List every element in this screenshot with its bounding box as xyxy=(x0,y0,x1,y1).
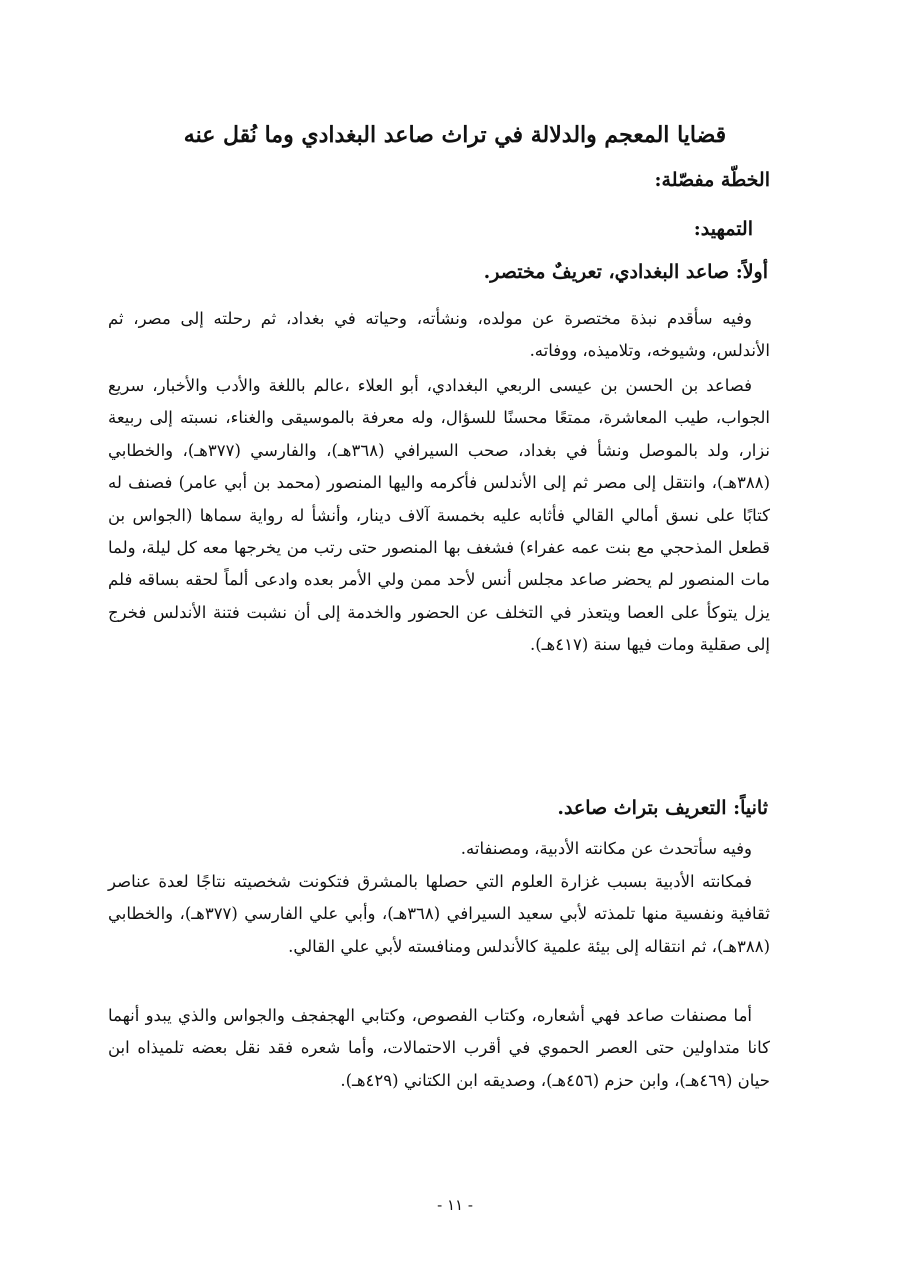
section2-paragraph-3: أما مصنفات صاعد فهي أشعاره، وكتاب الفصوص، وكتابي الهجفجف والجواس والذي يبدو أنهما كانا متداولين حتى العصر الحموي في أقرب الاحتمالات، وأما شعره فقد نقل بعضه تلميذاه ابن حيان (٤٦٩هـ)، وابن حزم (٤٥٦هـ)، وصديقه ابن الكتاني (٤٢٩هـ). xyxy=(108,1006,770,1090)
page-number: - ١١ - xyxy=(437,1196,473,1214)
intro-heading: التمهيد: xyxy=(693,218,753,240)
section1-paragraph-1: وفيه سأقدم نبذة مختصرة عن مولده، ونشأته، وحياته في بغداد، ثم رحلته إلى مصر، ثم الأندلس، وشيوخه، وتلاميذه، ووفاته. xyxy=(108,309,770,361)
document-title: قضايا المعجم والدلالة في تراث صاعد البغدادي وما نُقل عنه xyxy=(183,122,727,148)
section1-paragraph-2: فصاعد بن الحسن بن عيسى الربعي البغدادي، أبو العلاء ،عالم باللغة والأدب والأخبار، سريع الجواب، طيب المعاشرة، ممتعًا محسنًا للسؤال، وله معرفة بالموسيقى والغناء، نسبته إلى ربيعة نزار، ولد بالموصل ونشأ في بغداد، صحب السيرافي (٣٦٨هـ)، والفارسي (٣٧٧هـ)، والخطابي (٣٨٨هـ)، وانتقل إلى مصر ثم إلى الأندلس فأكرمه واليها المنصور (محمد بن أبي عامر) فصنف له كتابًا على نسق أمالي القالي فأثابه عليه بخمسة آلاف دينار، وأنشأ له رواية سماها (الجواس بن قطعل المذحجي مع بنت عمه عفراء) فشغف بها المنصور حتى رتب من يخرجها معه كل ليلة، ولما مات المنصور لم يحضر صاعد مجلس أنس لأحد ممن ولي الأمر بعده وادعى ألماً لحقه بساقه فلم يزل يتوكأ على العصا ويتعذر في التخلف عن الحضور والخدمة إلى أن نشبت فتنة الأندلس فخرج إلى صقلية ومات فيها سنة (٤١٧هـ). xyxy=(108,376,771,655)
section1-heading: أولاً: صاعد البغدادي، تعريفٌ مختصر. xyxy=(483,261,768,283)
section2-paragraph-2: فمكانته الأدبية بسبب غزارة العلوم التي حصلها بالمشرق فتكونت شخصيته نتاجًا لعدة عناصر ثقافية ونفسية منها تلمذته لأبي سعيد السيرافي (٣٦٨هـ)، وأبي علي الفارسي (٣٧٧هـ)، والخطابي (٣٨٨هـ)، ثم انتقاله إلى بيئة علمية كالأندلس ومنافسته لأبي علي القالي. xyxy=(108,872,770,956)
section2-heading: ثانياً: التعريف بتراث صاعد. xyxy=(557,797,768,819)
plan-heading: الخطّة مفصّلة: xyxy=(654,169,770,191)
section2-paragraph-1: وفيه سأتحدث عن مكانته الأدبية، ومصنفاته. xyxy=(460,839,752,858)
